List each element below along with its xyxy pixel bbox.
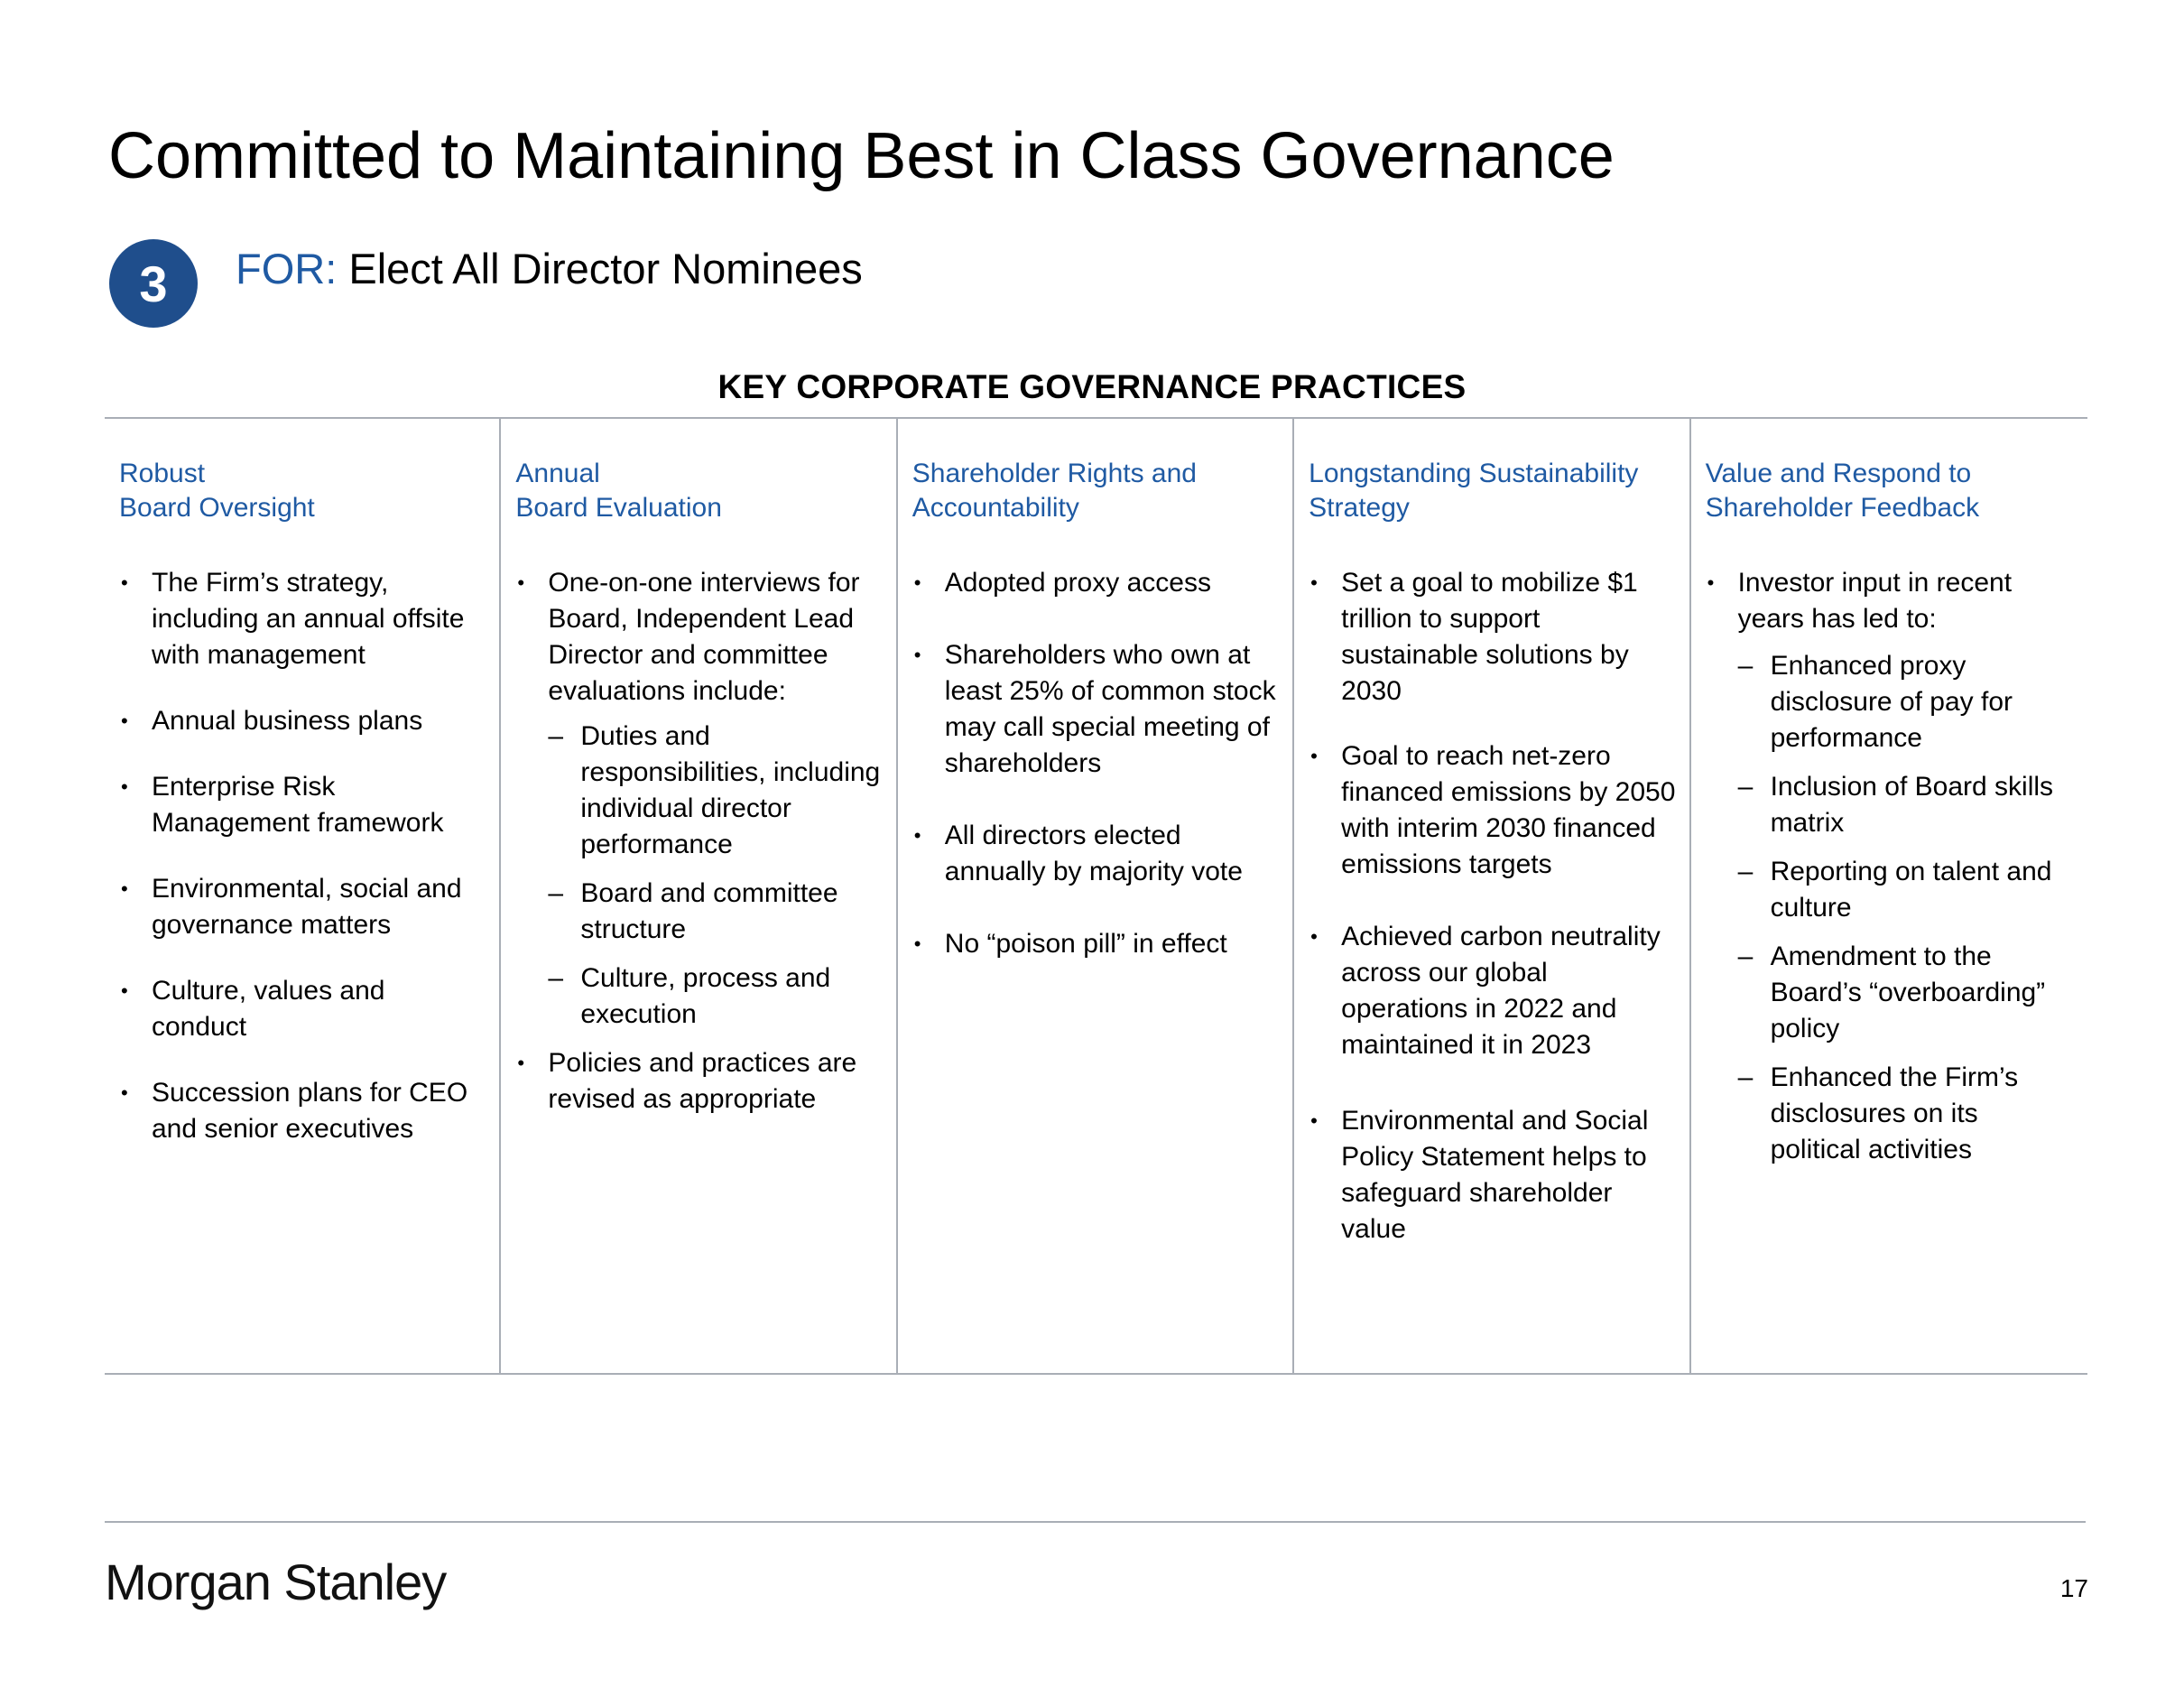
column-sustainability: [1294, 419, 1690, 1373]
bullet-icon: •: [1310, 745, 1318, 767]
list-item: [119, 703, 486, 739]
column-heading: [912, 457, 1280, 565]
list-item-text: One-on-one interviews for Board, Independent Lead Director and committee evaluations include:: [548, 568, 860, 706]
column-heading-line: Accountability: [912, 493, 1079, 523]
subtitle-text: Elect All Director Nominees: [337, 245, 863, 292]
dash-icon: –: [1737, 1062, 1754, 1092]
bullet-icon: •: [1707, 571, 1715, 594]
list-item-text: Succession plans for CEO and senior executives: [152, 1078, 468, 1144]
bullet-icon: •: [517, 1052, 525, 1074]
list-item: [1706, 565, 2075, 1168]
list-item-text: Enterprise Risk Management framework: [152, 772, 444, 838]
governance-practices-table: [105, 417, 2087, 1375]
column-board-oversight: [105, 419, 501, 1373]
sub-list: [1738, 648, 2075, 1168]
sub-list-item: [1738, 648, 2075, 756]
list-item-text: Annual business plans: [152, 706, 423, 736]
page-number: 17: [2059, 1574, 2088, 1602]
practice-list: [912, 565, 1280, 962]
column-heading-line: Longstanding Sustainability: [1309, 459, 1639, 488]
practice-list: [1309, 565, 1676, 1247]
practice-list: [515, 565, 883, 1118]
dash-icon: –: [1737, 941, 1754, 971]
column-heading-line: Value and Respond to: [1705, 459, 1972, 488]
bullet-icon: •: [913, 571, 921, 594]
subtitle: [236, 244, 863, 293]
bullet-icon: •: [121, 571, 128, 594]
sub-list-item-text: Enhanced the Firm’s disclosures on its political activities: [1770, 1062, 2019, 1164]
list-item: [119, 871, 486, 943]
dash-icon: –: [548, 721, 564, 751]
sub-list-item: [1738, 769, 2075, 841]
page-title: Committed to Maintaining Best in Class Governance: [108, 120, 1615, 192]
footer-divider: [105, 1521, 2086, 1523]
column-heading-line: Annual: [515, 459, 600, 488]
sub-list-item-text: Board and committee structure: [580, 878, 838, 944]
list-item: [1309, 919, 1676, 1063]
list-item-text: Environmental and Social Policy Statement helps to safeguard shareholder value: [1341, 1106, 1649, 1244]
list-item-text: Goal to reach net-zero financed emissions by 2050 with interim 2030 financed emissions targets: [1341, 741, 1676, 879]
dash-icon: –: [548, 963, 564, 993]
column-shareholder-feedback: [1691, 419, 2087, 1373]
column-heading: [1309, 457, 1676, 565]
column-heading: [515, 457, 883, 565]
column-heading-line: Shareholder Rights and: [912, 459, 1197, 488]
list-item: [912, 818, 1280, 890]
list-item-text: Environmental, social and governance matters: [152, 874, 462, 940]
list-item: [119, 1075, 486, 1147]
list-item: [515, 565, 883, 1033]
sub-list-item: [1738, 854, 2075, 926]
bullet-icon: •: [121, 979, 128, 1002]
list-item: [515, 1045, 883, 1118]
list-item: [119, 565, 486, 673]
item-number-badge: 3: [109, 239, 198, 328]
list-item-text: Culture, values and conduct: [152, 976, 385, 1042]
sub-list-item: [548, 876, 883, 948]
sub-list-item-text: Duties and responsibilities, including individual director performance: [580, 721, 881, 859]
bullet-icon: •: [121, 775, 128, 798]
sub-list-item-text: Enhanced proxy disclosure of pay for performance: [1770, 651, 2013, 753]
bullet-icon: •: [517, 571, 525, 594]
list-item: [912, 926, 1280, 962]
dash-icon: –: [1737, 857, 1754, 886]
column-heading-line: Board Evaluation: [515, 493, 722, 523]
list-item-text: Policies and practices are revised as appropriate: [548, 1048, 857, 1114]
bullet-icon: •: [1310, 571, 1318, 594]
company-logo: Morgan Stanley: [105, 1554, 447, 1610]
sub-list-item: [548, 960, 883, 1033]
column-heading-line: Shareholder Feedback: [1705, 493, 1980, 523]
bullet-icon: •: [121, 710, 128, 732]
practice-list: [1706, 565, 2075, 1168]
section-heading: KEY CORPORATE GOVERNANCE PRACTICES: [717, 368, 1467, 405]
list-item: [1309, 1103, 1676, 1247]
bullet-icon: •: [913, 644, 921, 666]
sub-list-item-text: Amendment to the Board’s “overboarding” policy: [1770, 941, 2046, 1043]
sub-list-item-text: Reporting on talent and culture: [1770, 857, 2052, 923]
list-item: [912, 637, 1280, 782]
sub-list-item: [1738, 939, 2075, 1047]
sub-list-item: [548, 719, 883, 863]
sub-list-item-text: Inclusion of Board skills matrix: [1770, 772, 2054, 838]
bullet-icon: •: [1310, 1109, 1318, 1132]
sub-list-item: [1738, 1060, 2075, 1168]
column-heading: [119, 457, 486, 565]
list-item-text: Achieved carbon neutrality across our global operations in 2022 and maintained it in 2023: [1341, 922, 1661, 1060]
list-item-text: No “poison pill” in effect: [944, 929, 1227, 959]
bullet-icon: •: [121, 877, 128, 900]
column-heading-line: Robust: [119, 459, 206, 488]
list-item: [1309, 738, 1676, 883]
column-heading-line: Board Oversight: [119, 493, 315, 523]
bullet-icon: •: [913, 932, 921, 955]
column-heading: [1706, 457, 2075, 565]
list-item-text: The Firm’s strategy, including an annual offsite with management: [152, 568, 465, 670]
list-item-text: Adopted proxy access: [944, 568, 1211, 598]
subtitle-prefix: FOR:: [236, 245, 338, 292]
dash-icon: –: [548, 878, 564, 908]
list-item: [912, 565, 1280, 601]
column-board-evaluation: [501, 419, 897, 1373]
list-item-text: Shareholders who own at least 25% of common stock may call special meeting of shareholders: [944, 640, 1276, 778]
bullet-icon: •: [913, 824, 921, 847]
list-item-text: All directors elected annually by majority vote: [944, 821, 1243, 886]
list-item-text: Investor input in recent years has led to:: [1737, 568, 2013, 634]
column-heading-line: Strategy: [1309, 493, 1410, 523]
sub-list-item-text: Culture, process and execution: [580, 963, 831, 1029]
bullet-icon: •: [1310, 925, 1318, 948]
list-item: [119, 973, 486, 1045]
list-item: [119, 769, 486, 841]
dash-icon: –: [1737, 651, 1754, 681]
dash-icon: –: [1737, 772, 1754, 802]
practice-list: [119, 565, 486, 1147]
list-item: [1309, 565, 1676, 710]
bullet-icon: •: [121, 1081, 128, 1104]
column-shareholder-rights: [898, 419, 1294, 1373]
list-item-text: Set a goal to mobilize $1 trillion to support sustainable solutions by 2030: [1341, 568, 1638, 706]
sub-list: [548, 719, 883, 1033]
